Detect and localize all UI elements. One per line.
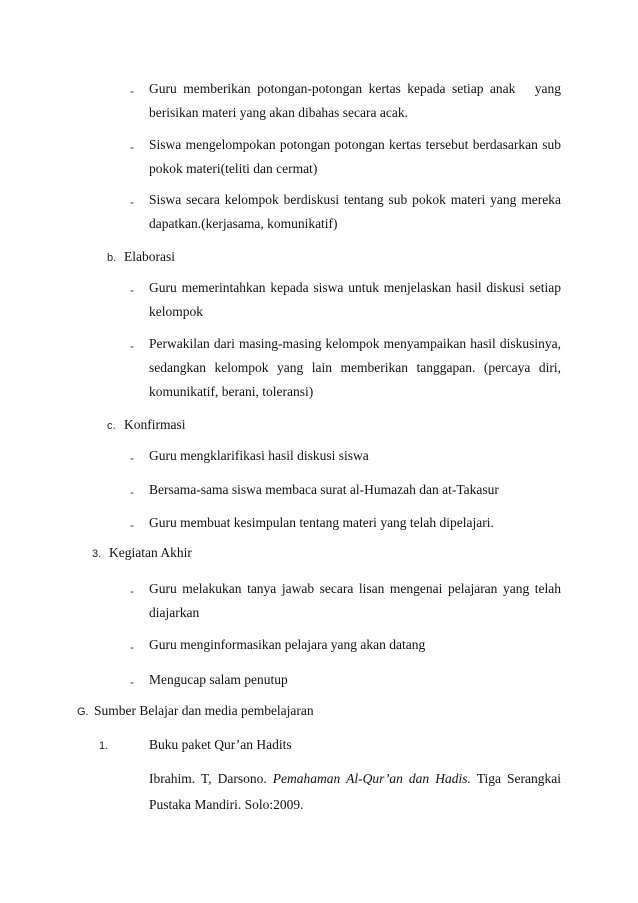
list-item: Siswa secara kelompok berdiskusi tentang sub pokok materi yang mereka dapatkan.(kerjasama, komunikatif)	[149, 192, 561, 231]
bullet-dash: -	[130, 584, 134, 598]
bullet-dash: -	[130, 84, 134, 98]
section-heading-kegiatan-akhir: Kegiatan Akhir	[109, 545, 192, 560]
list-item: Bersama-sama siswa membaca surat al-Humazah dan at-Takasur	[149, 482, 499, 497]
reference-authors: Ibrahim. T, Darsono.	[149, 771, 267, 786]
section-marker: 3.	[92, 548, 102, 560]
bullet-dash: -	[130, 451, 134, 465]
bullet-dash: -	[130, 339, 134, 353]
list-item: Perwakilan dari masing-masing kelompok menyampaikan hasil diskusinya, sedangkan kelompok yang lain memberikan tanggapan. (percaya diri, komunikatif, berani, toleransi)	[149, 336, 561, 399]
section-heading-konfirmasi: Konfirmasi	[124, 417, 186, 432]
item-title-buku: Buku paket Qur’an Hadits	[149, 737, 292, 752]
reference-publisher: Tiga Serangkai Pustaka Mandiri. Solo:2009.	[149, 771, 561, 812]
list-item: Guru memerintahkan kepada siswa untuk menjelaskan hasil diskusi setiap kelompok	[149, 280, 561, 319]
section-heading-sumber-belajar: Sumber Belajar dan media pembelajaran	[94, 703, 314, 718]
bullet-dash: -	[130, 675, 134, 689]
bibliography-reference	[149, 766, 561, 818]
bullet-dash: -	[130, 485, 134, 499]
list-item: Guru memberikan potongan-potongan kertas kepada setiap anak yang berisikan materi yang akan dibahas secara acak.	[149, 81, 561, 120]
bullet-dash: -	[130, 518, 134, 532]
list-item: Mengucap salam penutup	[149, 672, 288, 687]
section-heading-elaborasi: Elaborasi	[124, 249, 175, 264]
bullet-dash: -	[130, 140, 134, 154]
list-item: Siswa mengelompokan potongan potongan kertas tersebut berdasarkan sub pokok materi(teliti dan cermat)	[149, 137, 561, 176]
item-marker: 1.	[99, 740, 109, 752]
section-marker: G.	[77, 706, 89, 718]
bullet-dash: -	[130, 195, 134, 209]
section-marker: c.	[107, 420, 116, 432]
list-item: Guru menginformasikan pelajara yang akan datang	[149, 637, 426, 652]
list-item: Guru mengklarifikasi hasil diskusi siswa	[149, 448, 369, 463]
section-marker: b.	[107, 252, 117, 264]
list-item: Guru melakukan tanya jawab secara lisan mengenai pelajaran yang telah diajarkan	[149, 581, 561, 620]
bullet-dash: -	[130, 640, 134, 654]
list-item: Guru membuat kesimpulan tentang materi yang telah dipelajari.	[149, 515, 494, 530]
reference-title: Pemahaman Al-Qur’an dan Hadis.	[272, 771, 471, 786]
bullet-dash: -	[130, 283, 134, 297]
